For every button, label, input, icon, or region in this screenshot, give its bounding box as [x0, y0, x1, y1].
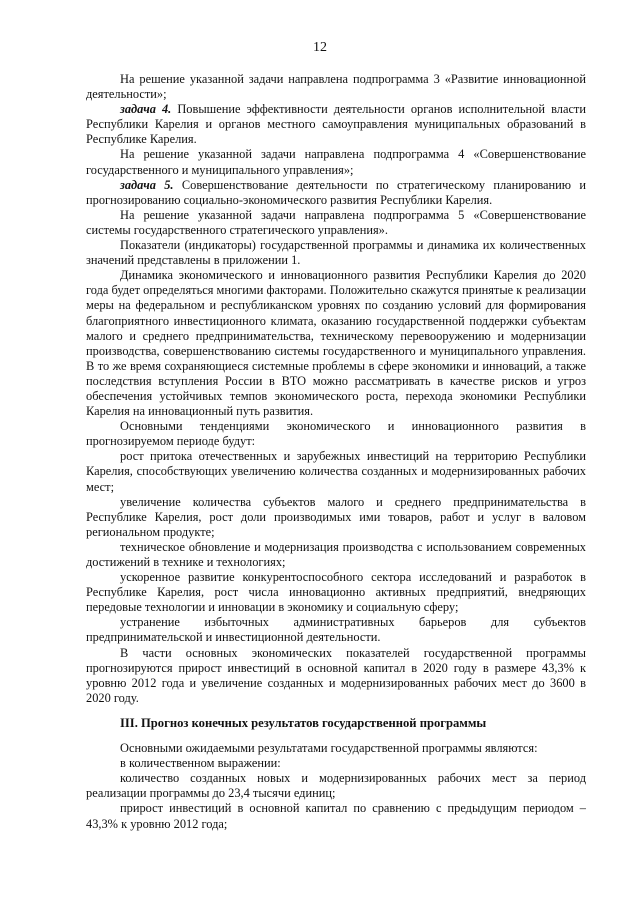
- paragraph: На решение указанной задачи направлена подпрограмма 5 «Совершенствование системы государственного стратегического управления».: [86, 207, 586, 237]
- paragraph-task-5: задача 5. Совершенствование деятельности по стратегическому планированию и прогнозированию социально-экономического развития Республики Карелия.: [86, 177, 586, 207]
- list-item: устранение избыточных административных барьеров для субъектов предпринимательской и инвестиционной деятельности.: [86, 615, 586, 645]
- paragraph: Основными ожидаемыми результатами государственной программы являются:: [120, 741, 538, 756]
- list-item: количество созданных новых и модернизированных рабочих мест за период реализации программы до 23,4 тысячи единиц;: [86, 771, 586, 801]
- list-item: увеличение количества субъектов малого и среднего предпринимательства в Республике Карелия, рост доли производимых ими товаров, работ и услуг в валовом региональном продукте;: [86, 494, 586, 539]
- paragraph: Показатели (индикаторы) государственной программы и динамика их количественных значений представлены в приложении 1.: [86, 238, 586, 268]
- list-item: прирост инвестиций в основной капитал по сравнению с предыдущим периодом – 43,3% к уровню 2012 года;: [86, 801, 586, 831]
- paragraph: в количественном выражении:: [120, 756, 281, 771]
- list-item: рост притока отечественных и зарубежных инвестиций на территорию Республики Карелия, способствующих увеличению количества созданных и модернизированных рабочих мест;: [86, 449, 586, 494]
- document-body: [86, 72, 586, 832]
- task-label: задача 5.: [120, 177, 174, 192]
- list-item: техническое обновление и модернизация производства с использованием современных достижений в технике и технологиях;: [86, 539, 586, 569]
- list-item: ускоренное развитие конкурентоспособного сектора исследований и разработок в Республике Карелия, рост числа инновационно активных предприятий, внедряющих передовые технологии и инновации в экономику и социальную сферу;: [86, 570, 586, 615]
- paragraph-task-4: задача 4. Повышение эффективности деятельности органов исполнительной власти Республики Карелия и органов местного самоуправления муниципальных образований в Республике Карелия.: [86, 102, 586, 147]
- paragraph: На решение указанной задачи направлена подпрограмма 3 «Развитие инновационной деятельности»;: [86, 72, 586, 102]
- paragraph: В части основных экономических показателей государственной программы прогнозируются прирост инвестиций в основной капитал в 2020 году в размере 43,3% к уровню 2012 года и увеличение созданных и модернизированных рабочих мест до 3600 в 2020 году.: [86, 645, 586, 705]
- paragraph: На решение указанной задачи направлена подпрограмма 4 «Совершенствование государственного и муниципального управления»;: [86, 147, 586, 177]
- page-number: 12: [313, 40, 327, 55]
- task-label: задача 4.: [120, 102, 172, 117]
- paragraph: Динамика экономического и инновационного развития Республики Карелия до 2020 года будет определяться многими факторами. Положительно скажутся принятые к реализации меры на федеральном и республиканском уровнях по созданию условий для формирования благоприятного инвестиционного климата, оказанию государственной поддержки субъектам малого и среднего предпринимательства, техническому перевооружению и модернизации производства, совершенствованию системы государственного и муниципального управления. В то же время сохраняющиеся системные проблемы в сфере экономики и инноваций, а также последствия вступления России в ВТО можно рассматривать в качестве рисков и угроз обеспечения устойчивых темпов экономического роста, перехода экономики Республики Карелия на инновационный путь развития.: [86, 268, 586, 419]
- paragraph: Основными тенденциями экономического и инновационного развития в прогнозируемом периоде будут:: [86, 419, 586, 449]
- section-heading: III. Прогноз конечных результатов государственной программы: [120, 715, 487, 730]
